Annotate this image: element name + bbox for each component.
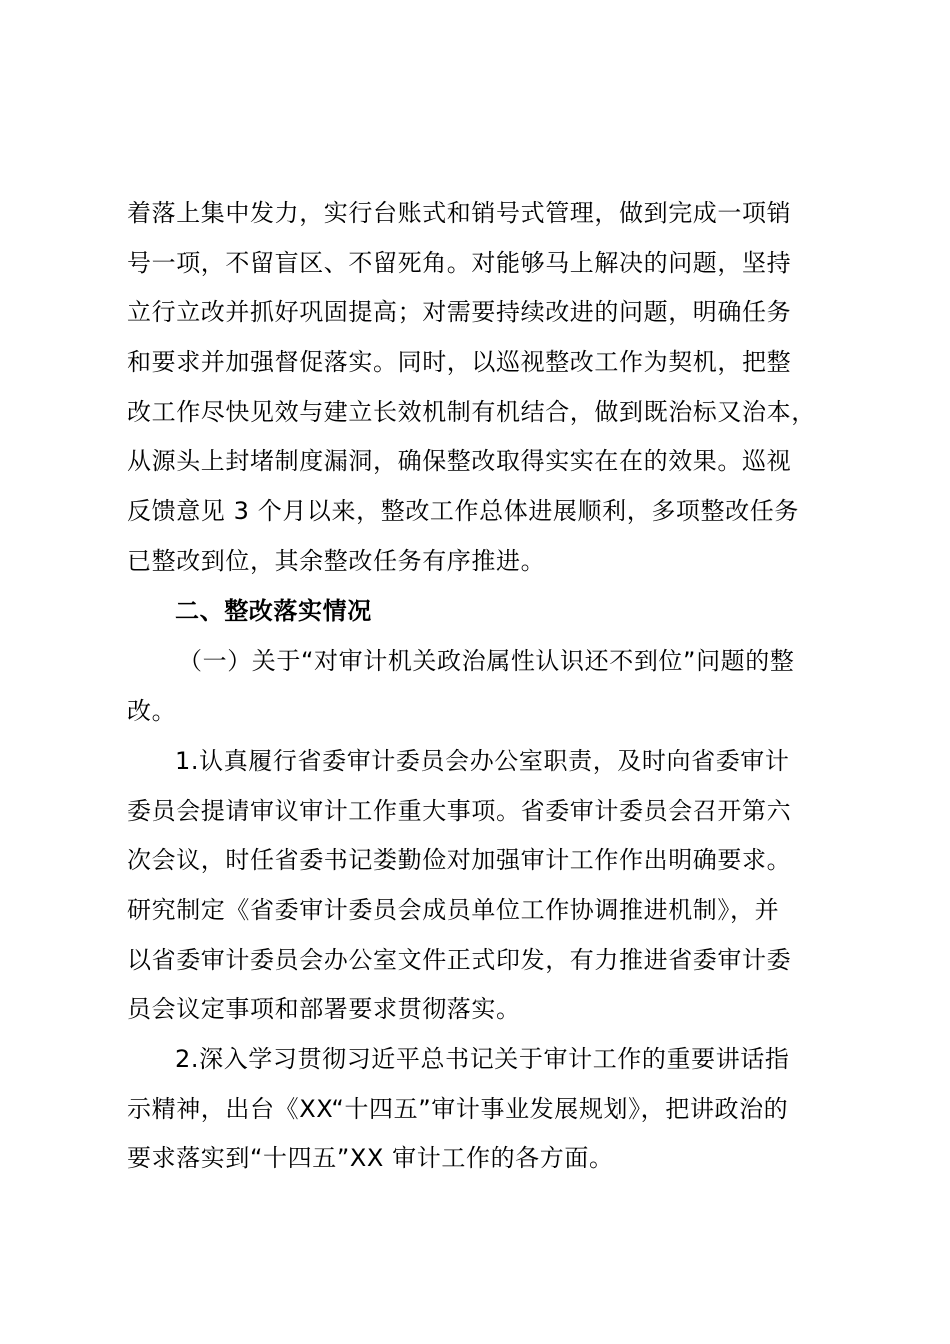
- item-1-line-5: 以省委审计委员会办公室文件正式印发，有力推进省委审计委: [127, 946, 792, 974]
- item-1-line-2: 委员会提请审议审计工作重大事项。省委审计委员会召开第六: [127, 797, 792, 825]
- subsection-heading-line-2: 改。: [127, 697, 177, 725]
- intro-line-7: 反馈意见 3 个月以来，整改工作总体进展顺利，多项整改任务: [127, 497, 799, 525]
- item-2-line-2: 示精神，出台《XX“十四五”审计事业发展规划》，把讲政治的: [127, 1095, 789, 1123]
- item-1-line-6: 员会议定事项和部署要求贯彻落实。: [127, 995, 521, 1023]
- item-1-line-3: 次会议，时任省委书记娄勤俭对加强审计工作作出明确要求。: [127, 846, 792, 874]
- item-2-line-1: 2.深入学习贯彻习近平总书记关于审计工作的重要讲话指: [175, 1045, 790, 1073]
- intro-line-8: 已整改到位，其余整改任务有序推进。: [127, 547, 546, 575]
- intro-line-4: 和要求并加强督促落实。同时，以巡视整改工作为契机，把整: [127, 348, 792, 376]
- item-1-line-1: 1.认真履行省委审计委员会办公室职责，及时向省委审计: [175, 747, 790, 775]
- subsection-heading-line-1: （一）关于“对审计机关政治属性认识还不到位”问题的整: [178, 647, 795, 675]
- intro-line-2: 号一项，不留盲区、不留死角。对能够马上解决的问题，坚持: [127, 249, 792, 277]
- item-2-line-3: 要求落实到“十四五”XX 审计工作的各方面。: [127, 1144, 614, 1172]
- section-heading: 二、整改落实情况: [175, 597, 372, 625]
- intro-line-3: 立行立改并抓好巩固提高；对需要持续改进的问题，明确任务: [127, 298, 792, 326]
- intro-line-5: 改工作尽快见效与建立长效机制有机结合，做到既治标又治本，: [127, 398, 816, 426]
- intro-line-1: 着落上集中发力，实行台账式和销号式管理，做到完成一项销: [127, 199, 792, 227]
- intro-line-6: 从源头上封堵制度漏洞，确保整改取得实实在在的效果。巡视: [127, 447, 792, 475]
- item-1-line-4: 研究制定《省委审计委员会成员单位工作协调推进机制》，并: [127, 896, 780, 924]
